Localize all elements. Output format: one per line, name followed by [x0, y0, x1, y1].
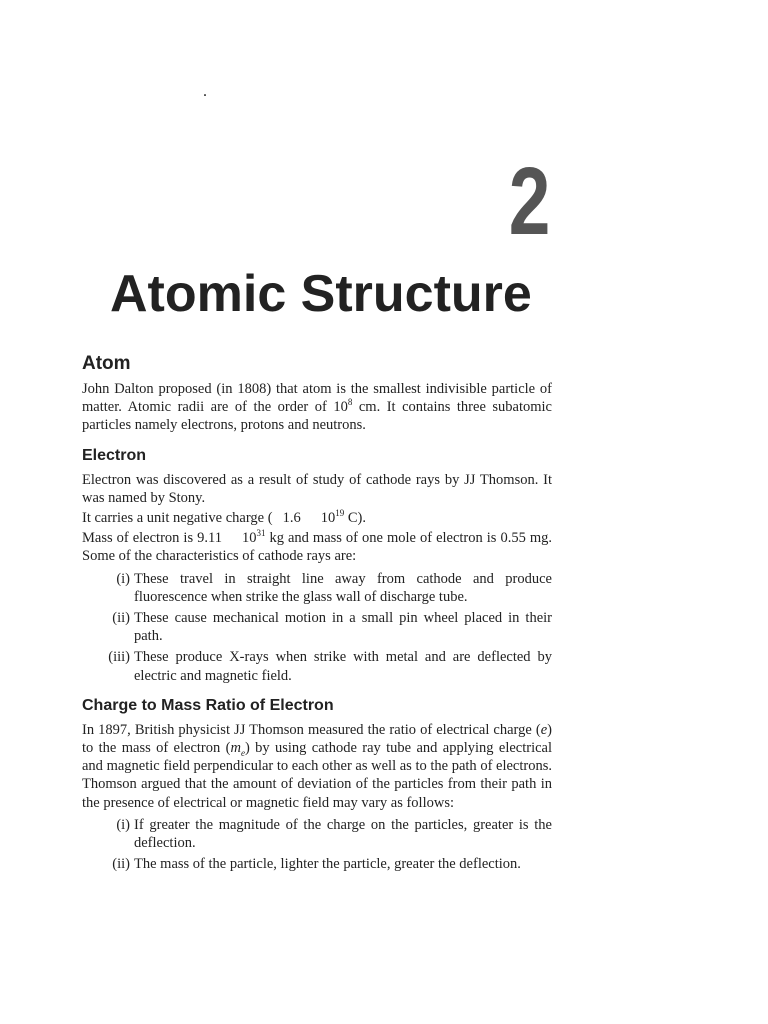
electron-paragraph-2 — [82, 509, 552, 527]
list-item-text: These produce X-rays when strike with metal and are deflected by electric and magnetic field. — [134, 649, 552, 684]
ratio-text-b: ) to the mass of electron ( — [82, 721, 552, 757]
list-item-text: If greater the magnitude of the charge on the particles, greater is the deflection. — [134, 816, 552, 852]
section-atom — [82, 350, 552, 435]
ratio-paragraph — [82, 721, 552, 812]
list-item — [82, 570, 552, 606]
mass-symbol: m — [230, 740, 241, 757]
list-item — [82, 609, 552, 645]
charge-value: 1.6 — [282, 510, 301, 527]
section-heading-ratio: Charge to Mass Ratio of Electron — [82, 696, 334, 714]
electron-paragraph-1: Electron was discovered as a result of study of cathode rays by JJ Thomson. It was named by Stony. — [82, 471, 552, 506]
section-heading-electron: Electron — [82, 446, 147, 464]
atom-text-b: cm. It contains three subatomic particles namely electrons, protons and neutrons. — [82, 399, 552, 434]
charge-base: 10 — [320, 510, 336, 527]
list-item-number: (ii) — [112, 610, 130, 627]
page-content — [82, 350, 552, 876]
list-item — [82, 648, 552, 684]
charge-text-b: C). — [344, 510, 366, 527]
ratio-text-c: ) by using cathode ray tube and applying electrical and magnetic field perpendicular to each other as well as to the path of electrons. Thomson argued that the amount of deviation of the particles from their path in the presence of electrical or magnetic field may vary as follows: — [82, 740, 553, 811]
cathode-ray-list — [82, 570, 552, 685]
list-item-number: (i) — [116, 816, 130, 833]
list-item-number: (i) — [116, 570, 130, 587]
section-heading-atom: Atom — [82, 353, 131, 374]
atom-text-a: John Dalton proposed (in 1808) that atom is the smallest indivisible particle of matter. Atomic radii are of the order of 10 — [82, 381, 552, 416]
charge-exponent: 19 — [335, 508, 345, 519]
list-item — [82, 816, 552, 852]
list-item-text: These cause mechanical motion in a small pin wheel placed in their path. — [134, 610, 552, 645]
chapter-title: Atomic Structure — [110, 265, 532, 323]
ratio-text-a: In 1897, British physicist JJ Thomson measured the ratio of electrical charge ( — [82, 721, 541, 738]
mass-text-a: Mass of electron is 9.11 — [82, 530, 222, 547]
atom-exponent: 8 — [347, 397, 353, 408]
deflection-list — [82, 816, 552, 874]
mass-exponent: 31 — [256, 528, 266, 539]
electron-paragraph-3 — [82, 529, 552, 565]
section-electron — [82, 443, 552, 685]
stray-dot: . — [203, 83, 207, 100]
charge-text-a: It carries a unit negative charge ( — [82, 510, 273, 527]
mass-base: 10 — [241, 530, 257, 547]
mass-subscript: e — [240, 747, 245, 758]
atom-paragraph — [82, 380, 552, 435]
list-item — [82, 855, 552, 873]
chapter-number: 2 — [508, 148, 550, 255]
list-item-number: (iii) — [108, 649, 130, 666]
list-item-text: The mass of the particle, lighter the particle, greater the deflection. — [134, 856, 521, 873]
section-charge-mass-ratio — [82, 693, 552, 874]
list-item-text: These travel in straight line away from cathode and produce fluorescence when strike the glass wall of discharge tube. — [134, 570, 552, 605]
mass-text-b: kg and mass of one mole of electron is 0.55 mg. Some of the characteristics of cathode rays are: — [82, 530, 552, 565]
charge-symbol: e — [540, 721, 548, 738]
list-item-number: (ii) — [112, 856, 130, 873]
